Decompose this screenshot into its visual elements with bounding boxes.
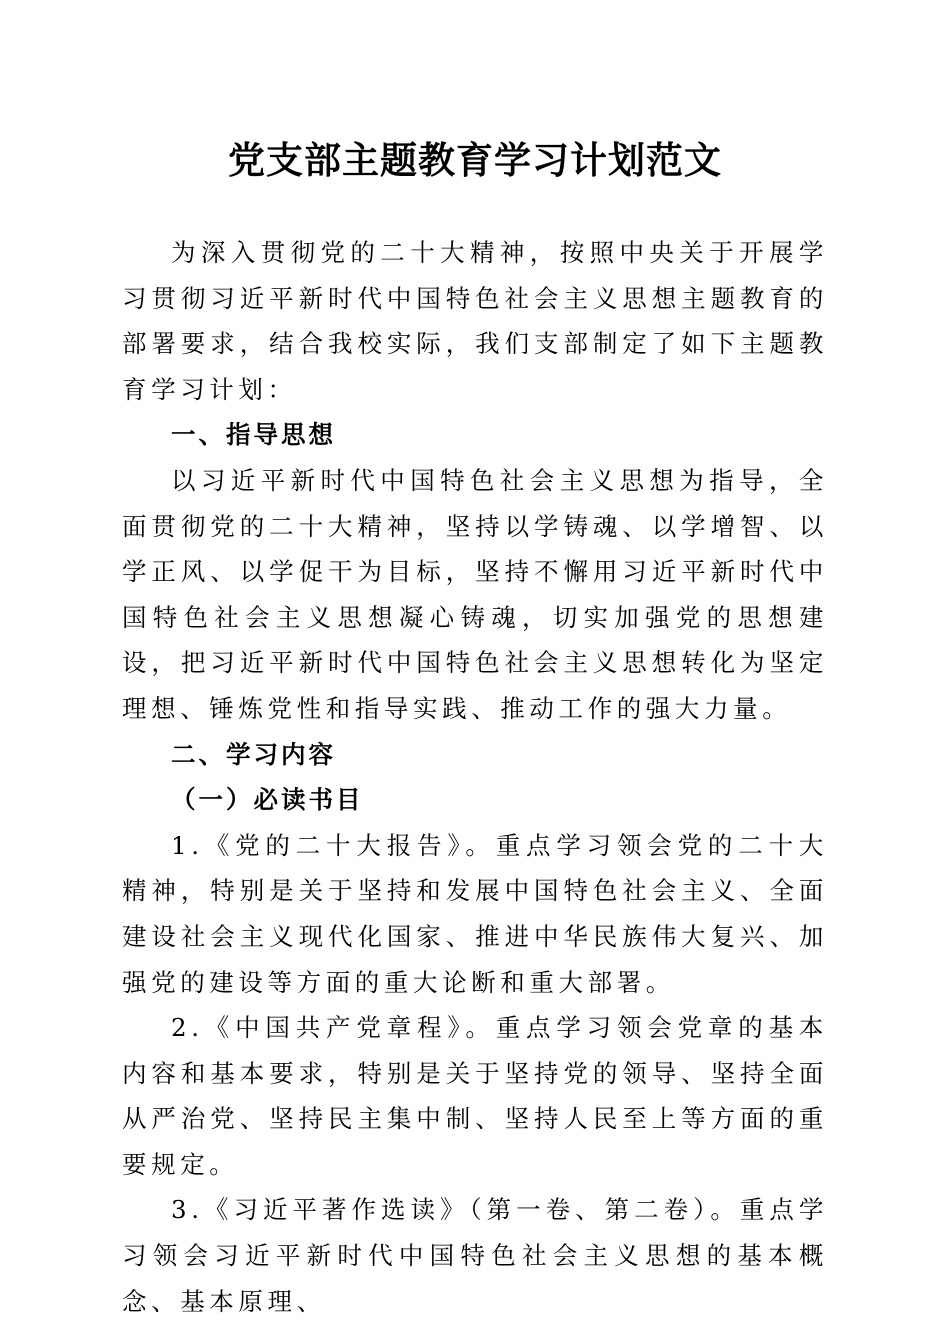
reading-item: 2.《中国共产党章程》。重点学习领会党章的基本内容和基本要求，特别是关于坚持党的领导、坚持全面从严治党、坚持民主集中制、坚持人民至上等方面的重要规定。 xyxy=(122,1013,828,1179)
document-body xyxy=(122,230,828,1324)
reading-item: 3.《习近平著作选读》（第一卷、第二卷）。重点学习领会习近平新时代中国特色社会主义思想的基本概念、基本原理、 xyxy=(122,1195,828,1316)
reading-item: 1.《党的二十大报告》。重点学习领会党的二十大精神，特别是关于坚持和发展中国特色社会主义、全面建设社会主义现代化国家、推进中华民族伟大复兴、加强党的建设等方面的重大论断和重大部署。 xyxy=(122,830,828,997)
intro-paragraph: 为深入贯彻党的二十大精神，按照中央关于开展学习贯彻习近平新时代中国特色社会主义思想主题教育的部署要求，结合我校实际，我们支部制定了如下主题教育学习计划： xyxy=(122,238,828,404)
subheading-required-reading: （一）必读书目 xyxy=(171,785,364,815)
section-heading-guiding-ideology: 一、指导思想 xyxy=(171,420,336,450)
document-title: 党支部主题教育学习计划范文 xyxy=(228,138,722,182)
section-heading-study-content: 二、学习内容 xyxy=(171,739,336,769)
guiding-ideology-paragraph: 以习近平新时代中国特色社会主义思想为指导，全面贯彻党的二十大精神，坚持以学铸魂、以学增智、以学正风、以学促干为目标，坚持不懈用习近平新时代中国特色社会主义思想凝心铸魂，切实加强党的思想建设，把习近平新时代中国特色社会主义思想转化为坚定理想、锤炼党性和指导实践、推动工作的强大力量。 xyxy=(122,465,828,723)
